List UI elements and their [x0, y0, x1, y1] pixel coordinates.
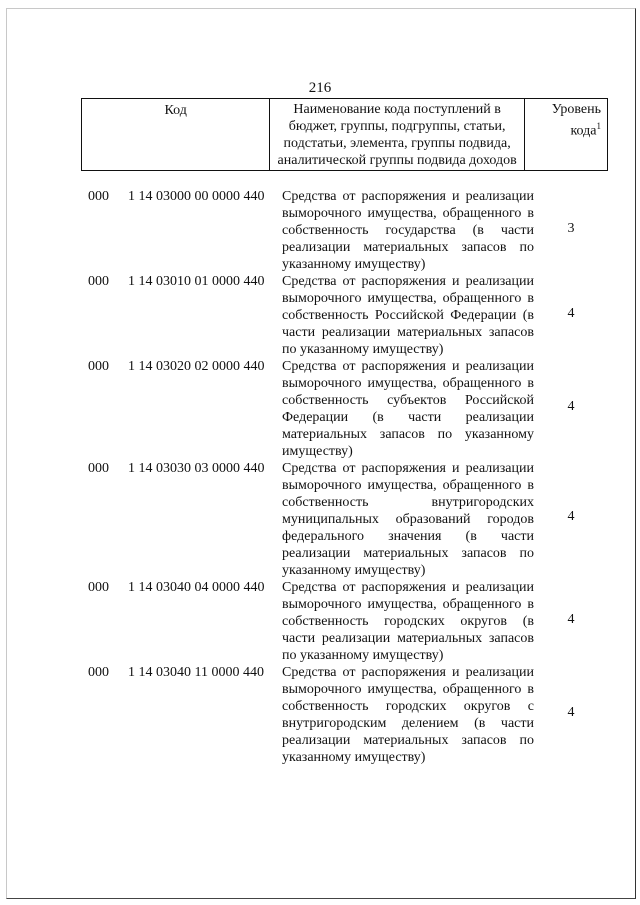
code-level: 4	[567, 399, 575, 414]
code-level: 4	[567, 509, 575, 524]
table-row	[0, 358, 640, 460]
income-code: 1 14 03000 00 0000 440	[128, 189, 265, 204]
header-table	[81, 98, 608, 171]
footnote-marker: 1	[596, 121, 601, 131]
table-row	[0, 664, 640, 766]
code-level: 4	[567, 612, 575, 627]
income-code: 1 14 03020 02 0000 440	[128, 359, 265, 374]
admin-code: 000	[88, 461, 109, 476]
table-row	[0, 188, 640, 273]
header-row	[82, 99, 608, 171]
header-code-label: Код	[164, 103, 187, 118]
code-level: 4	[567, 705, 575, 720]
table-row	[0, 273, 640, 358]
table-row	[0, 579, 640, 664]
income-code: 1 14 03040 04 0000 440	[128, 580, 265, 595]
income-name: Средства от распоряжения и реализации выморочного имущества, обращенного в собственность внутригородских муниципальных образований городов федерального значения (в части реализации материальных запасов по указанному имуществу)	[282, 461, 534, 578]
income-code: 1 14 03010 01 0000 440	[128, 274, 265, 289]
income-name: Средства от распоряжения и реализации выморочного имущества, обращенного в собственность городских округов (в части реализации материальных запасов по указанному имуществу)	[282, 580, 534, 663]
income-name: Средства от распоряжения и реализации выморочного имущества, обращенного в собственность государства (в части реализации материальных запасов по указанному имуществу)	[282, 189, 534, 272]
income-name: Средства от распоряжения и реализации выморочного имущества, обращенного в собственность субъектов Российской Федерации (в части реализации материальных запасов по указанному имуществу)	[282, 359, 534, 459]
income-code: 1 14 03040 11 0000 440	[128, 665, 264, 680]
header-level-cell	[524, 99, 607, 171]
page-number: 216	[308, 80, 332, 96]
income-name: Средства от распоряжения и реализации выморочного имущества, обращенного в собственность городских округов с внутригородским делением (в части реализации материальных запасов по указанному имуществу)	[282, 665, 534, 765]
header-name-cell	[270, 99, 525, 171]
income-name: Средства от распоряжения и реализации выморочного имущества, обращенного в собственность Российской Федерации (в части реализации материальных запасов по указанному имуществу)	[282, 274, 534, 357]
header-code-cell	[82, 99, 270, 171]
admin-code: 000	[88, 274, 109, 289]
code-level: 4	[567, 306, 575, 321]
income-code: 1 14 03030 03 0000 440	[128, 461, 265, 476]
admin-code: 000	[88, 189, 109, 204]
admin-code: 000	[88, 580, 109, 595]
admin-code: 000	[88, 359, 109, 374]
header-level-label: Уровень кода	[551, 102, 601, 139]
admin-code: 000	[88, 665, 109, 680]
income-code-list	[0, 188, 640, 766]
table-row	[0, 460, 640, 579]
code-level: 3	[567, 221, 575, 236]
header-name-label: Наименование кода поступлений в бюджет, группы, подгруппы, статьи, подстатьи, элемента, группы подвида, аналитической группы подвида доходов	[277, 102, 517, 168]
